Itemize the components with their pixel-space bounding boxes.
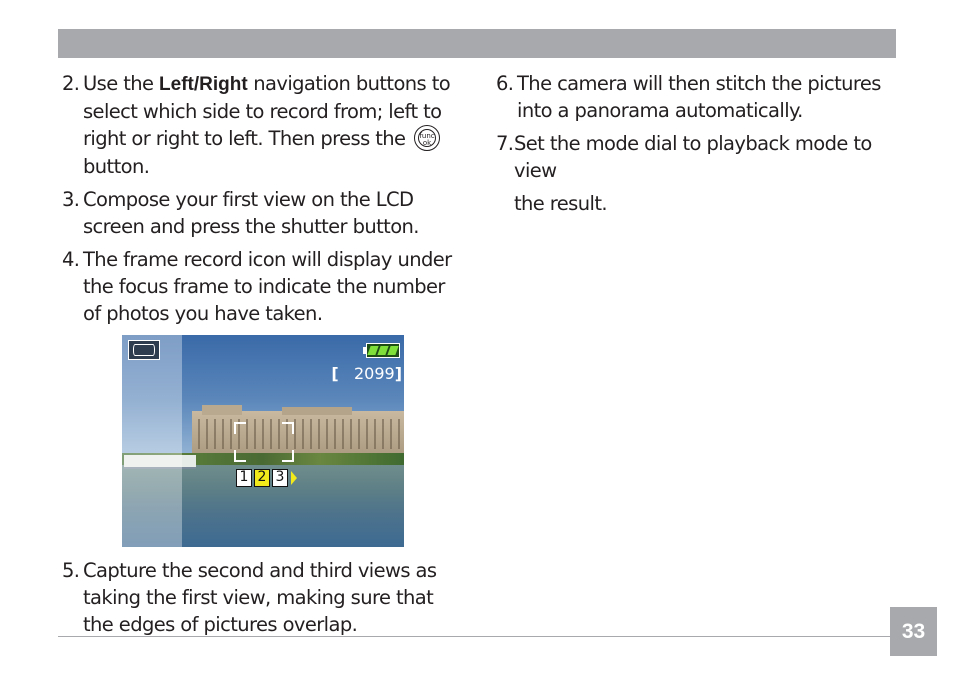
step-3	[62, 186, 462, 240]
page-number: 33	[890, 607, 937, 656]
shots-count: 2099	[353, 364, 395, 383]
overlap-pane	[122, 335, 182, 547]
header-bar	[58, 29, 896, 58]
step-text: Compose your first view on the LCD screen and press the shutter button.	[83, 187, 419, 238]
left-column	[62, 70, 462, 333]
ok-label: ok	[422, 138, 432, 147]
step-number: 2.	[62, 72, 80, 95]
frame-1: 1	[236, 469, 252, 487]
step-text: Use the	[83, 72, 160, 95]
left-column-bottom	[62, 557, 462, 644]
right-column	[496, 70, 896, 223]
step-7	[496, 130, 896, 217]
step-4	[62, 246, 462, 327]
step-text: navigation buttons to select which side to record from; left to right or right to left. Then press the	[83, 72, 451, 150]
step-text: the result.	[514, 192, 607, 215]
bold-term: Left/Right	[159, 74, 248, 95]
step-text: button.	[83, 154, 150, 178]
frame-3: 3	[272, 469, 288, 487]
step-text: Capture the second and third views as taking the first view, making sure that the edges of pictures overlap.	[83, 559, 437, 636]
shots-remaining	[331, 365, 402, 383]
step-5	[62, 557, 462, 638]
step-number: 7.	[496, 132, 514, 155]
bracket-open: [	[331, 364, 339, 383]
bracket-close: ]	[394, 364, 402, 383]
frame-record-icon	[236, 469, 297, 487]
focus-frame	[234, 422, 294, 462]
step-number: 5.	[62, 559, 80, 582]
func-label: func	[419, 131, 435, 140]
frame-2: 2	[254, 469, 270, 487]
step-number: 3.	[62, 187, 80, 211]
step-text: The frame record icon will display under the focus frame to indicate the number of photos you have taken.	[83, 247, 452, 325]
step-2	[62, 70, 462, 180]
battery-icon	[366, 343, 400, 358]
step-6	[496, 70, 896, 124]
step-number: 4.	[62, 247, 80, 271]
camera-lcd-screenshot	[122, 335, 404, 547]
func-ok-icon	[414, 125, 440, 151]
step-number: 6.	[496, 72, 514, 95]
direction-arrow-icon	[291, 471, 297, 485]
footer-rule	[58, 636, 892, 637]
step-text: Set the mode dial to playback mode to view	[514, 132, 872, 182]
panorama-mode-icon	[128, 340, 160, 360]
step-text: The camera will then stitch the pictures into a panorama automatically.	[517, 72, 881, 122]
